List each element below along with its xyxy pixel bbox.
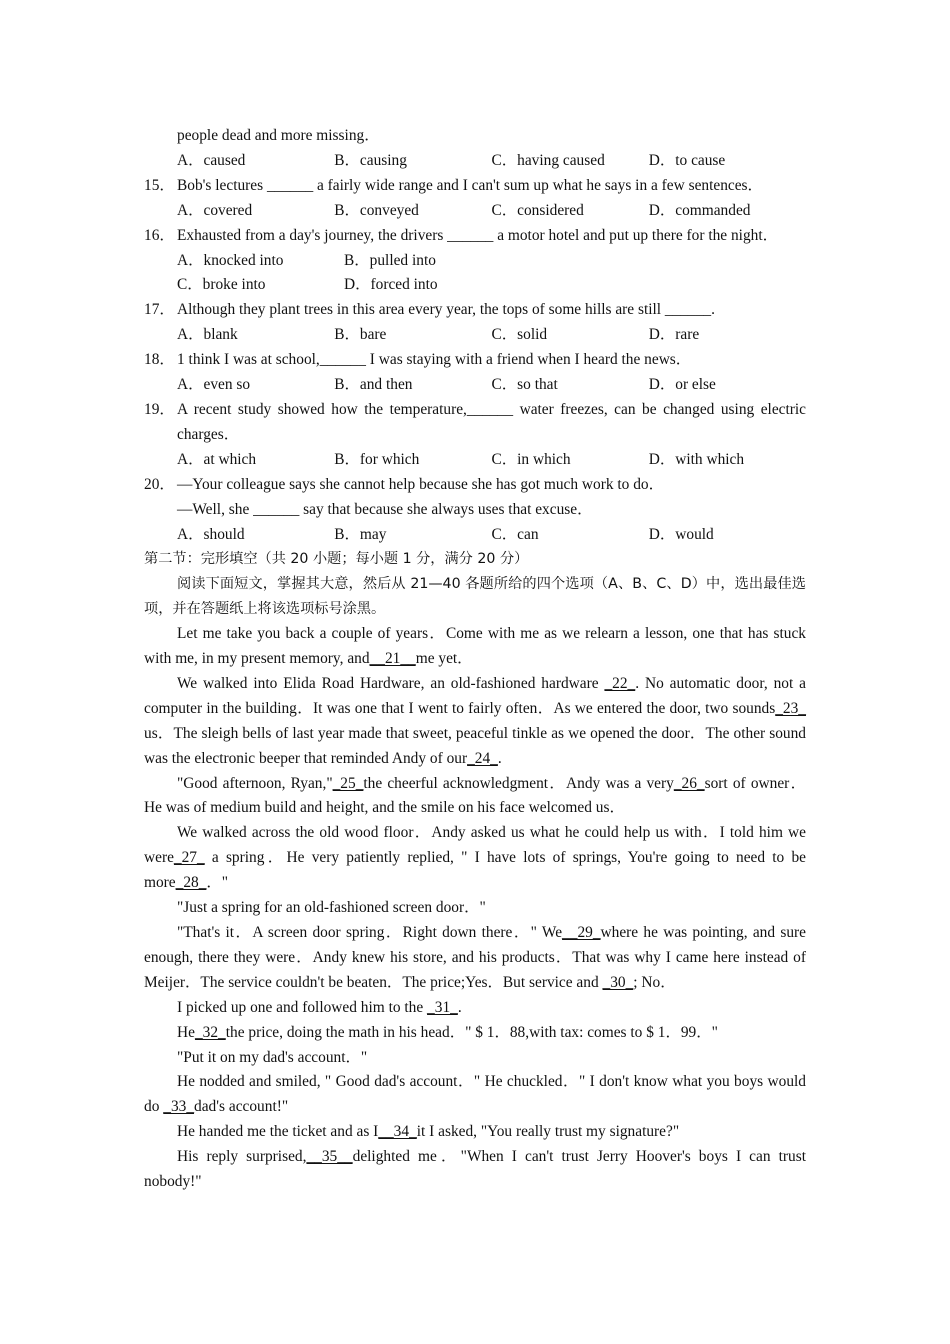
option-b: B．conveyed — [334, 201, 419, 219]
blank-22: _22_ — [604, 674, 636, 692]
question-20-options — [144, 523, 806, 548]
question-text: Bob's lectures ______ a fairly wide range and I can't sum up what he says in a few sentences． — [177, 176, 763, 194]
blank-30: _30_ — [602, 973, 634, 991]
text: We walked across the old wood floor．Andy asked us what he could help us with．I told him we were — [144, 824, 806, 867]
question-number: 20． — [144, 475, 175, 493]
passage-paragraph-7 — [144, 996, 806, 1021]
option-b: B．for which — [334, 450, 420, 468]
passage-paragraph-6 — [144, 921, 806, 996]
question-number: 15． — [144, 176, 175, 194]
text: sort of owner．He was of medium build and height, and the smile on his face welcomed us． — [144, 774, 806, 817]
question-20 — [144, 473, 806, 498]
text: Let me take you back a couple of years．Come with me as we relearn a lesson, one that has stuck with me, in my present memory, and — [144, 625, 806, 668]
question-19 — [144, 398, 806, 448]
option-c: C．considered — [491, 201, 584, 219]
text: His reply surprised, — [177, 1148, 307, 1166]
text: I picked up one and followed him to the — [177, 998, 428, 1016]
text: where he was pointing, and sure enough, there they were．Andy knew his store, and his products．That was why I came here instead of Meijer．The service couldn't be beaten．The price;Yes．But service and — [144, 924, 806, 991]
section-instructions: 阅读下面短文，掌握其大意，然后从 21—40 各题所给的四个选项（A、B、C、D）中，选出最佳选项，并在答题纸上将该选项标号涂黑。 — [144, 576, 806, 618]
question-number: 17． — [144, 301, 175, 319]
question-text: A recent study showed how the temperature,______ water freezes, can be changed using electric charges． — [177, 400, 806, 443]
blank-29: __29_ — [562, 924, 601, 941]
option-c: C．having caused — [491, 151, 605, 169]
question-18-options — [144, 373, 806, 398]
text: ; No． — [633, 973, 676, 991]
option-b: B．pulled into — [344, 251, 436, 269]
question-17-options — [144, 323, 806, 348]
text: He nodded and smiled, " Good dad's account．" He chuckled．" I don't know what you boys would do — [144, 1073, 806, 1116]
passage-paragraph-3 — [144, 772, 806, 822]
option-a: A．knocked into — [177, 251, 284, 269]
option-a: A．caused — [177, 151, 246, 169]
question-number: 16． — [144, 226, 175, 244]
text: ．" — [206, 874, 229, 892]
question-16-options-row2 — [144, 273, 806, 298]
text: me yet． — [415, 650, 473, 668]
question-number: 19． — [144, 400, 175, 418]
text: dad's account!" — [194, 1098, 289, 1116]
text: "Good afternoon, Ryan," — [177, 774, 333, 792]
question-text: 1 think I was at school,______ I was staying with a friend when I heard the news． — [177, 351, 692, 369]
blank-32: _32_ — [194, 1023, 226, 1041]
text: the price, doing the math in his head．" $ 1．88,with tax: comes to $ 1．99．" — [225, 1023, 718, 1041]
passage-paragraph-12 — [144, 1145, 806, 1195]
question-15 — [144, 174, 806, 199]
question-18 — [144, 348, 806, 373]
blank-28: _28_ — [175, 874, 207, 892]
question-14-continuation: people dead and more missing． — [177, 127, 380, 144]
passage-paragraph-8 — [144, 1021, 806, 1046]
blank-25: _25_ — [332, 774, 364, 792]
question-text: Although they plant trees in this area every year, the tops of some hills are still ______. — [177, 301, 715, 319]
blank-24: _24_ — [467, 749, 498, 767]
option-b: B．causing — [334, 151, 407, 169]
text: . — [457, 998, 462, 1016]
text: it I asked, "You really trust my signature?" — [416, 1123, 680, 1141]
exam-page — [144, 124, 806, 1195]
text: us．The sleigh bells of last year made that sweet, peaceful tinkle as we opened the door．The other sound was the electronic beeper that reminded Andy of our — [144, 724, 806, 767]
blank-35: __35__ — [306, 1148, 353, 1166]
option-d: D．would — [648, 525, 714, 543]
blank-27: _27_ — [173, 849, 205, 867]
text: He — [177, 1023, 195, 1041]
text: the cheerful acknowledgment．Andy was a very — [363, 774, 674, 792]
passage-paragraph-4 — [144, 821, 806, 896]
question-16-options-row1 — [144, 249, 806, 274]
dialogue-line-2: —Well, she ______ say that because she always uses that excuse． — [177, 500, 593, 518]
text: delighted me．"When I can't trust Jerry Hoover's boys I can trust nobody!" — [144, 1148, 806, 1191]
blank-26: _26_ — [673, 774, 705, 792]
question-text: Exhausted from a day's journey, the drivers ______ a motor hotel and put up there for the night． — [177, 226, 779, 244]
option-b: B．may — [334, 525, 387, 543]
option-b: B．bare — [334, 326, 387, 344]
option-c: C．broke into — [177, 276, 266, 294]
question-15-options — [144, 199, 806, 224]
text: . — [497, 749, 502, 767]
question-17 — [144, 298, 806, 323]
text: . No automatic door, not a computer in the building．It was one that I went to fairly often．As we entered the door, two sounds — [144, 674, 806, 717]
option-d: D．or else — [648, 376, 716, 394]
blank-31: _31_ — [427, 998, 458, 1016]
option-a: A．at which — [177, 450, 257, 468]
blank-23: _23_ — [775, 699, 806, 717]
option-a: A．covered — [177, 201, 253, 219]
option-c: C．can — [491, 525, 539, 543]
blank-33: _33_ — [163, 1098, 195, 1116]
option-c: C．solid — [491, 326, 548, 344]
passage-paragraph-2 — [144, 672, 806, 772]
blank-21: __21__ — [369, 650, 416, 668]
option-c: C．in which — [491, 450, 571, 468]
text: He handed me the ticket and as I — [177, 1123, 379, 1141]
option-d: D．rare — [648, 326, 700, 344]
question-14-options — [144, 149, 806, 174]
option-a: A．blank — [177, 326, 238, 344]
passage-paragraph-10 — [144, 1070, 806, 1120]
option-b: B．and then — [334, 376, 413, 394]
option-c: C．so that — [491, 376, 558, 394]
dialogue-line-1: —Your colleague says she cannot help because she has got much work to do． — [177, 475, 664, 493]
option-d: D．forced into — [344, 276, 438, 294]
question-number: 18． — [144, 351, 175, 369]
option-a: A．even so — [177, 376, 251, 394]
text: a spring．He very patiently replied, " I have lots of springs, You're going to need to be more — [144, 849, 806, 892]
option-d: D．to cause — [648, 151, 726, 169]
passage-paragraph-5: "Just a spring for an old-fashioned screen door．" — [177, 899, 486, 917]
question-19-options — [144, 448, 806, 473]
option-d: D．with which — [648, 450, 745, 468]
option-a: A．should — [177, 525, 245, 543]
text: "That's it．A screen door spring．Right down there．" We — [177, 924, 563, 941]
passage-paragraph-1 — [144, 622, 806, 672]
question-16 — [144, 224, 806, 249]
option-d: D．commanded — [648, 201, 751, 219]
text: We walked into Elida Road Hardware, an old-fashioned hardware — [177, 674, 605, 692]
passage-paragraph-9: "Put it on my dad's account．" — [177, 1048, 368, 1066]
blank-34: __34_ — [378, 1123, 417, 1141]
passage-paragraph-11 — [144, 1120, 806, 1145]
section-heading: 第二节：完形填空（共 20 小题；每小题 1 分，满分 20 分） — [144, 551, 529, 568]
